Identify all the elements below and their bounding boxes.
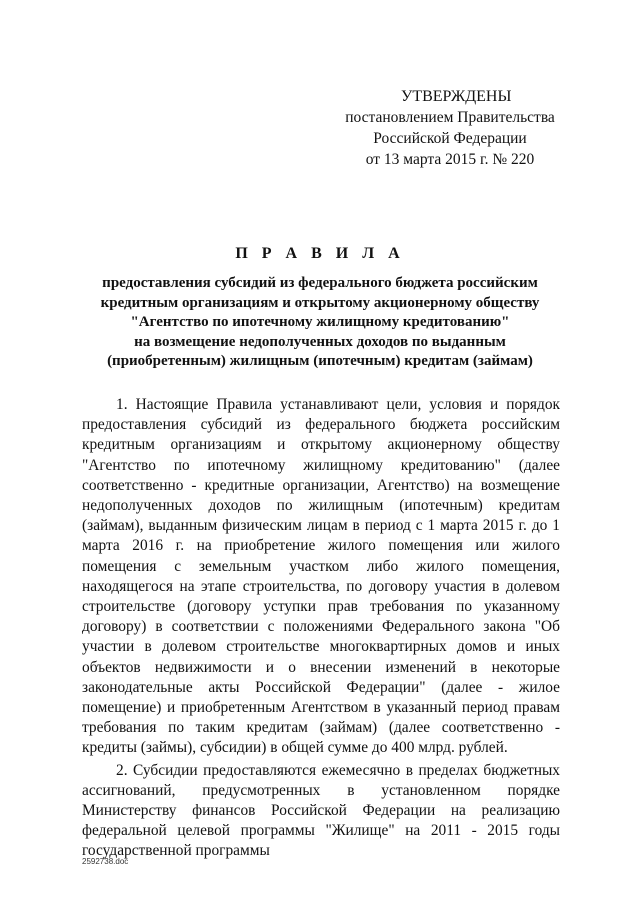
- approval-heading: УТВЕРЖДЕНЫ: [401, 88, 512, 105]
- subtitle-line: "Агентство по ипотечному жилищному кредитованию": [130, 314, 510, 330]
- subtitle-line: кредитным организациям и открытому акционерному обществу: [100, 294, 540, 311]
- file-code: 2592738.doc: [82, 857, 129, 866]
- subtitle-line: (приобретенным) жилищным (ипотечным) кредитам (займам): [107, 353, 533, 369]
- approval-line-2: Российской Федерации: [373, 130, 527, 147]
- subtitle-line: предоставления субсидий из федерального бюджета российским: [102, 275, 538, 291]
- approval-line-3: от 13 марта 2015 г. № 220: [365, 151, 535, 168]
- document-title: П Р А В И Л А: [235, 245, 405, 262]
- paragraph-1: 1. Настоящие Правила устанавливают цели, условия и порядок предоставления субсидий из федерального бюджета российским кредитным организациям и открытому акционерному обществу "Агентство по ипотечному жилищному кредитованию" (далее соответственно - кредитные организации, Агентство) на возмещение недополученных доходов по жилищным (ипотечным) кредитам (займам), выданным физическим лицам в период с 1 марта 2015 г. до 1 марта 2016 г. на приобретение жилого помещения или жилого помещения с земельным участком либо жилого помещения, находящегося на этапе строительства, по договору участия в долевом строительстве (договору уступки прав требования по указанному договору) в соответствии с положениями Федерального закона "Об участии в долевом строительстве многоквартирных домов и иных объектов недвижимости и о внесении изменений в некоторые законодательные акты Российской Федерации" (далее - жилое помещение) и приобретенным Агентством в указанный период правам требования по таким кредитам (займам) (далее соответственно - кредиты (займы), субсидии) в общей сумме до 400 млрд. рублей.: [82, 396, 560, 757]
- approval-block: [345, 86, 555, 170]
- document-subtitle: [70, 274, 570, 372]
- approval-line-1: постановлением Правительства: [345, 109, 555, 126]
- paragraph-2: 2. Субсидии предоставляются ежемесячно в пределах бюджетных ассигнований, предусмотренных в установленном порядке Министерству финансов Российской Федерации на реализацию федеральной целевой программы "Жилище" на 2011 - 2015 годы государственной программы: [82, 761, 560, 860]
- subtitle-line: на возмещение недополученных доходов по выданным: [134, 333, 506, 350]
- document-body: [82, 395, 560, 862]
